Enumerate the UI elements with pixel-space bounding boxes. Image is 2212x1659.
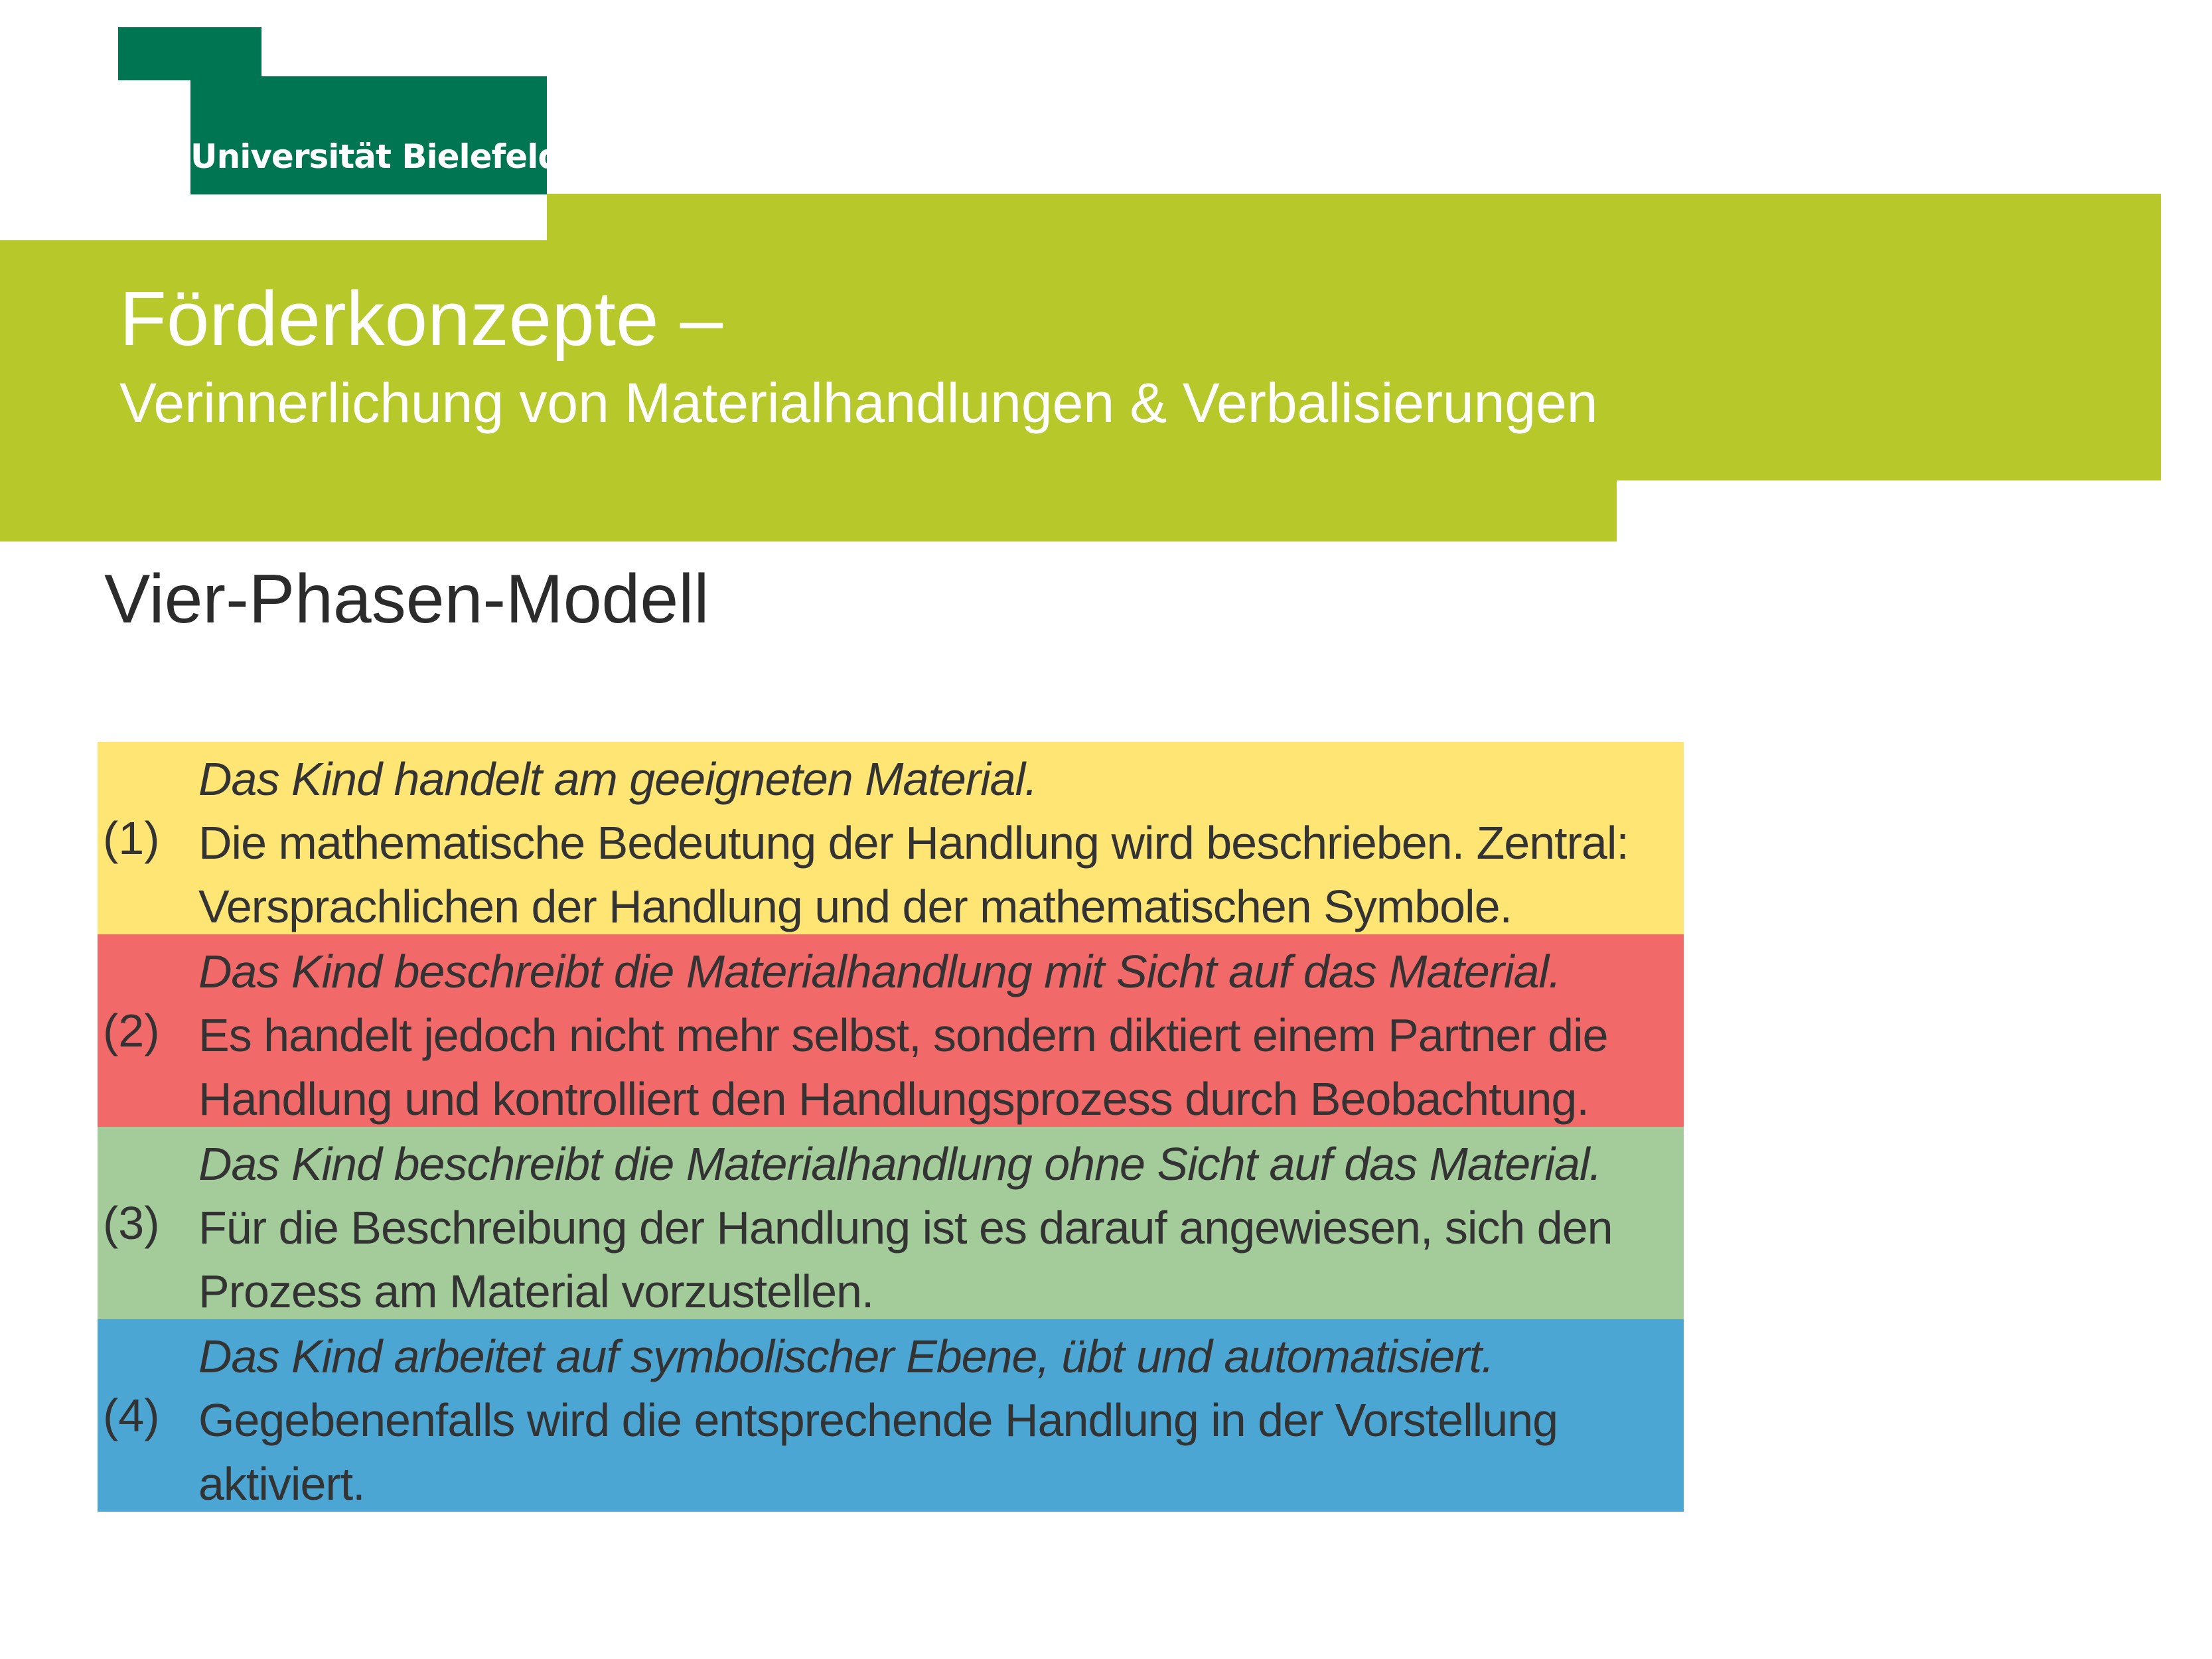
slide-title: Förderkonzepte – <box>119 275 723 362</box>
phase-lead: Das Kind beschreibt die Materialhandlung ohne Sicht auf das Material. <box>198 1138 1601 1190</box>
phase-number: (3) <box>103 1197 160 1249</box>
phase-row-2 <box>98 934 1684 1127</box>
phase-row-4 <box>98 1319 1684 1512</box>
phase-number: (2) <box>103 1005 160 1056</box>
phase-row-3 <box>98 1127 1684 1319</box>
logo-text: Universität Bielefeld <box>190 137 561 176</box>
phase-description: Gegebenenfalls wird die entsprechende Handlung in der Vorstellung aktiviert. <box>198 1394 1558 1510</box>
phase-row-1 <box>98 742 1684 934</box>
phase-lead: Das Kind beschreibt die Materialhandlung mit Sicht auf das Material. <box>198 946 1561 997</box>
phase-number: (4) <box>103 1390 160 1441</box>
phase-text <box>198 747 1664 938</box>
phases-table <box>98 742 1684 1512</box>
logo-block-top <box>118 27 261 80</box>
slide-subtitle: Verinnerlichung von Materialhandlungen & Verbalisierungen <box>119 372 1598 434</box>
phase-lead: Das Kind arbeitet auf symbolischer Ebene, übt und automatisiert. <box>198 1331 1494 1382</box>
phase-number: (1) <box>103 812 160 864</box>
citation: Wartha/ Schulz (2011), S. 11 <box>27 1597 665 1654</box>
university-logo <box>190 76 561 194</box>
phase-lead: Das Kind handelt am geeigneten Material. <box>198 753 1037 805</box>
phase-description: Es handelt jedoch nicht mehr selbst, sondern diktiert einem Partner die Handlung und kontrolliert den Handlungsprozess durch Beobachtung. <box>198 1009 1608 1125</box>
phase-description: Für die Beschreibung der Handlung ist es darauf angewiesen, sich den Prozess am Material vorzustellen. <box>198 1202 1613 1317</box>
phase-text <box>198 940 1664 1131</box>
phase-description: Die mathematische Bedeutung der Handlung wird beschrieben. Zentral: Versprachlichen der Handlung und der mathematischen Symbole. <box>198 817 1629 932</box>
title-banner <box>547 194 2161 480</box>
phase-text <box>198 1132 1664 1323</box>
title-banner-bottom <box>547 480 1617 541</box>
section-heading: Vier-Phasen-Modell <box>104 561 709 638</box>
phase-text <box>198 1325 1664 1516</box>
